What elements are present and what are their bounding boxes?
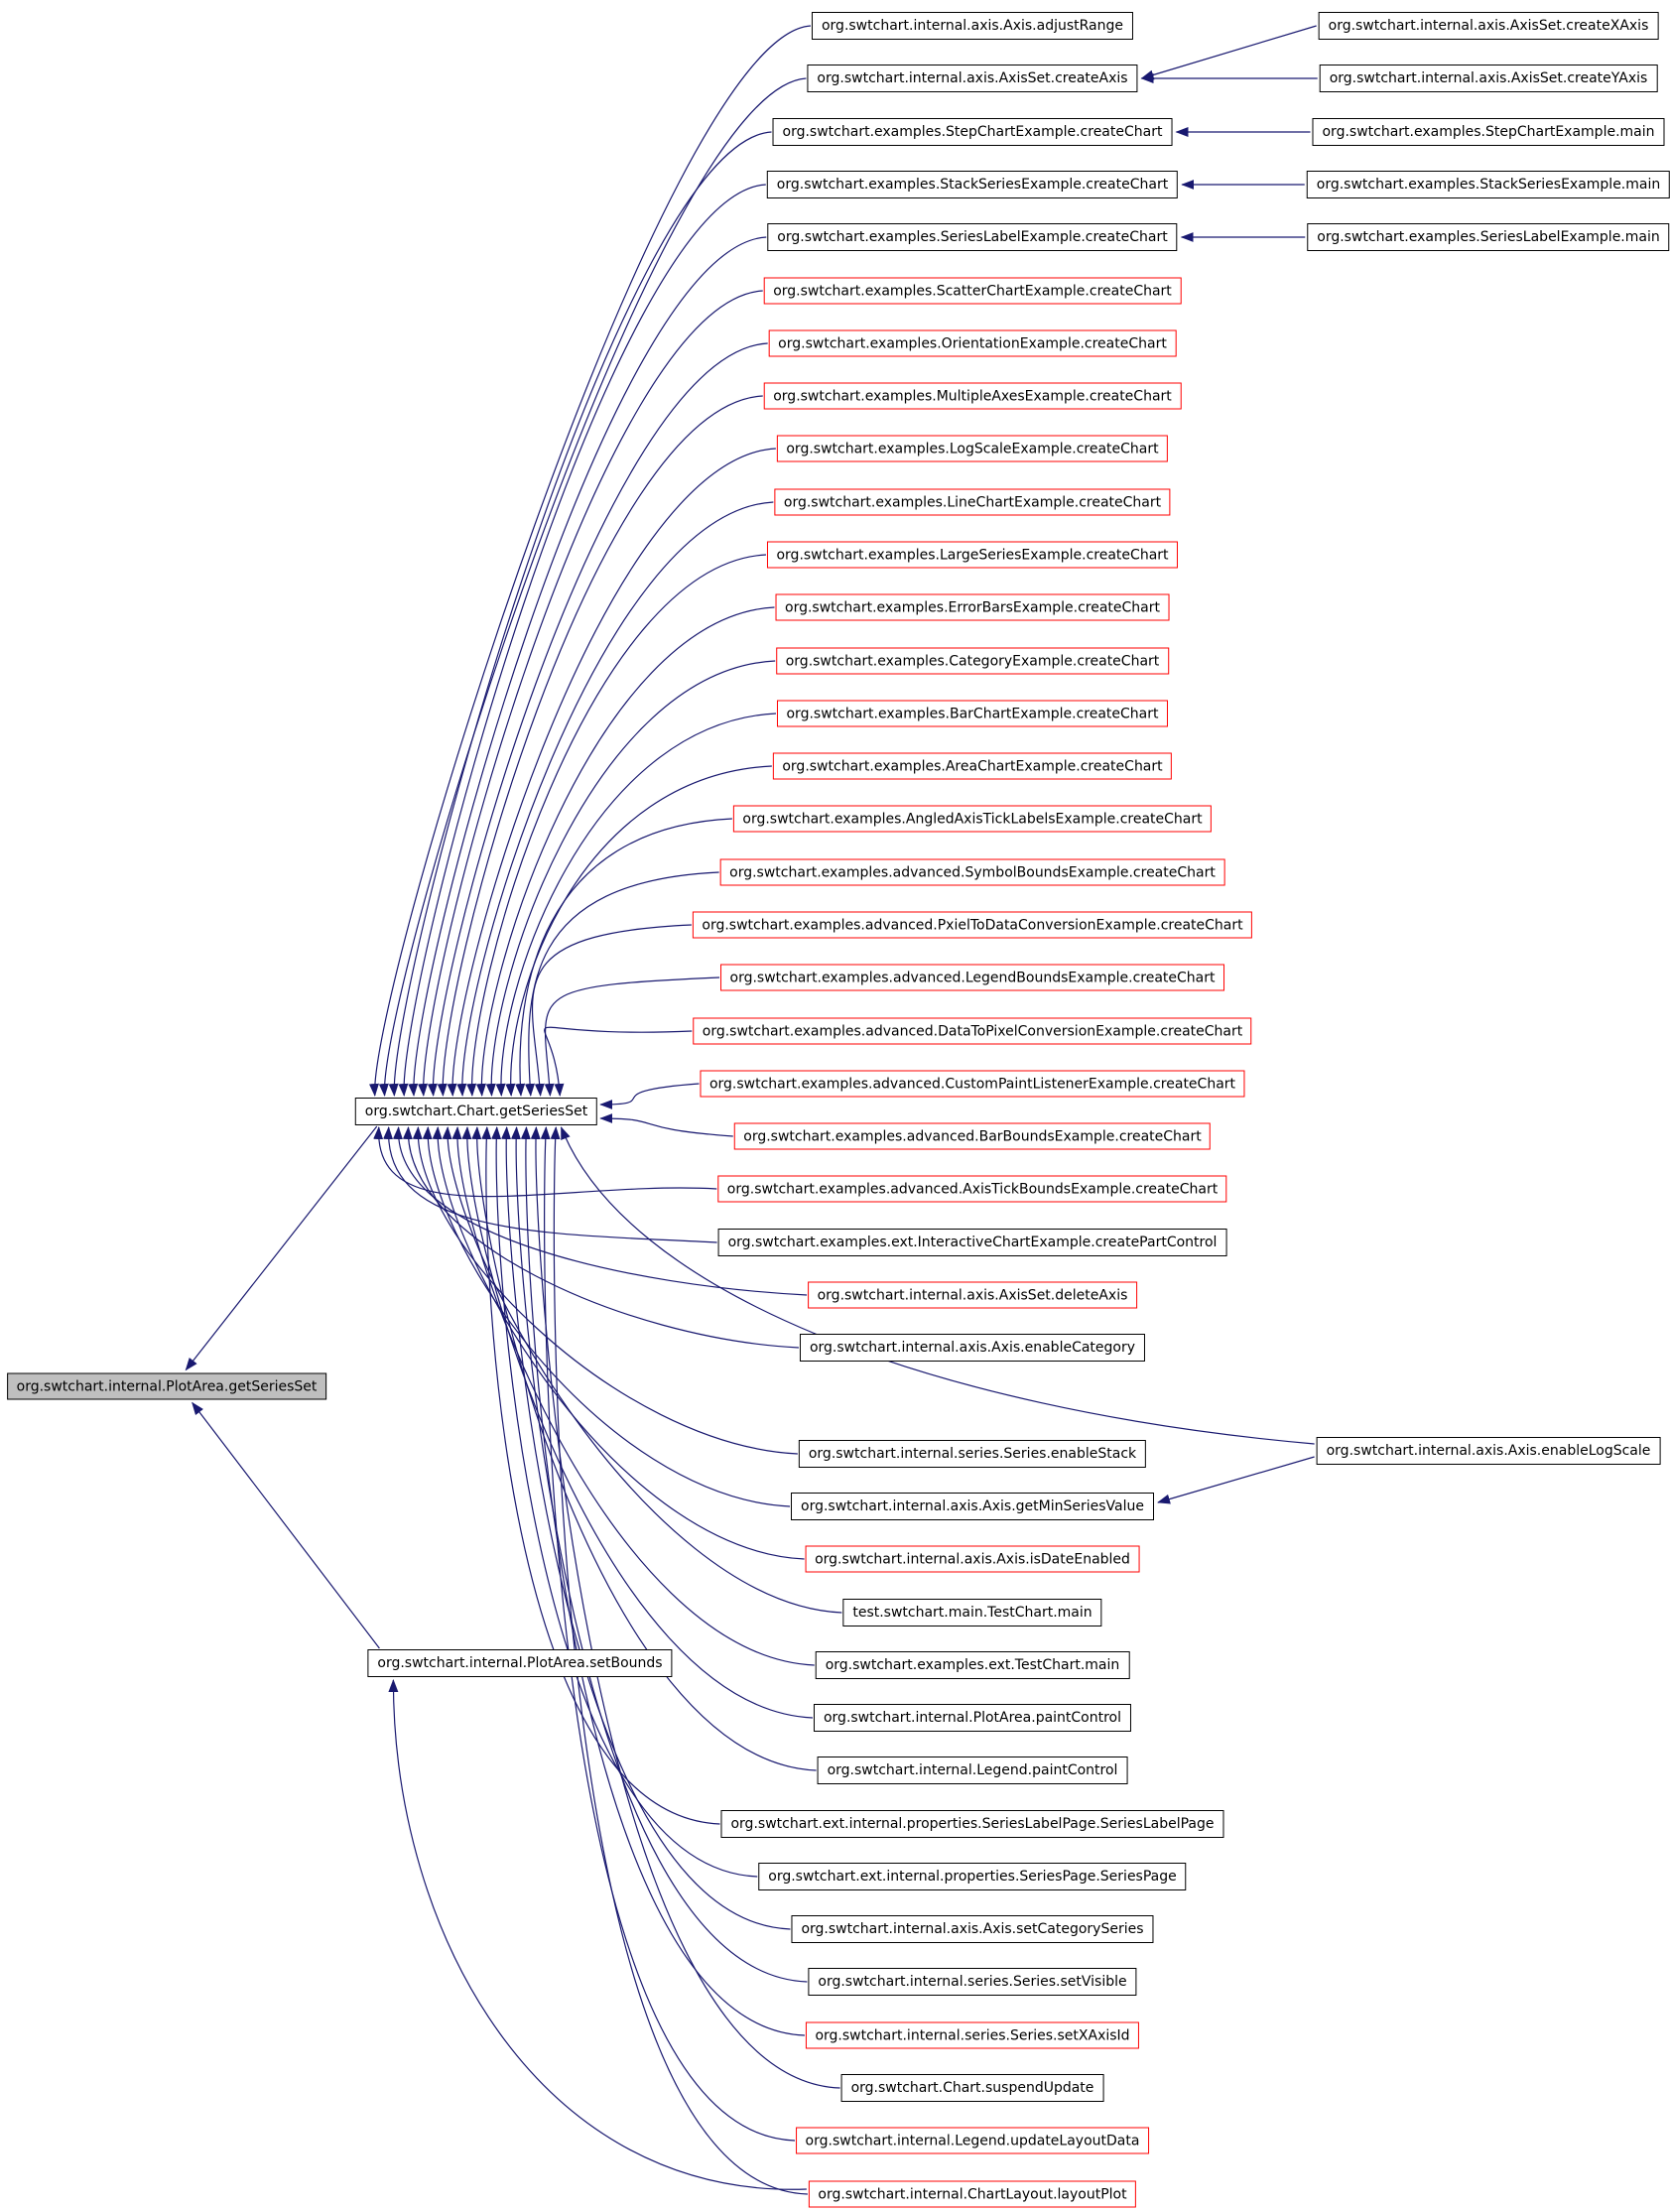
- call-edge: [457, 1127, 815, 1665]
- graph-node-setVisible[interactable]: org.swtchart.internal.series.Series.setVisible: [808, 1968, 1136, 1996]
- graph-node-errorBarsCreate[interactable]: org.swtchart.examples.ErrorBarsExample.createChart: [776, 594, 1170, 621]
- graph-node-updateLayoutData[interactable]: org.swtchart.internal.Legend.updateLayoutData: [796, 2128, 1149, 2154]
- graph-node-setCategorySeries[interactable]: org.swtchart.internal.axis.Axis.setCategorySeries: [791, 1915, 1153, 1943]
- graph-node-legendPaintControl[interactable]: org.swtchart.internal.Legend.paintControl: [818, 1757, 1128, 1784]
- graph-node-getMinSeriesValue[interactable]: org.swtchart.internal.axis.Axis.getMinSeriesValue: [791, 1493, 1154, 1520]
- graph-node-testMain[interactable]: test.swtchart.main.TestChart.main: [842, 1599, 1101, 1626]
- graph-node-isDateEnabled[interactable]: org.swtchart.internal.axis.Axis.isDateEnabled: [806, 1546, 1140, 1573]
- graph-node-angledCreate[interactable]: org.swtchart.examples.AngledAxisTickLabelsExample.createChart: [733, 806, 1212, 833]
- graph-node-categoryCreate[interactable]: org.swtchart.examples.CategoryExample.createChart: [776, 648, 1169, 675]
- graph-node-seriesPage[interactable]: org.swtchart.ext.internal.properties.SeriesPage.SeriesPage: [758, 1863, 1186, 1890]
- graph-node-enableLogScale[interactable]: org.swtchart.internal.axis.Axis.enableLogScale: [1317, 1437, 1661, 1465]
- graph-node-logScaleCreate[interactable]: org.swtchart.examples.LogScaleExample.createChart: [777, 436, 1168, 462]
- graph-node-stackCreate[interactable]: org.swtchart.examples.StackSeriesExample.createChart: [767, 171, 1178, 198]
- call-edge: [398, 1127, 807, 1295]
- graph-node-symbolBoundsCreate[interactable]: org.swtchart.examples.advanced.SymbolBoundsExample.createChart: [720, 859, 1225, 886]
- graph-node-axisTickBoundsCreate[interactable]: org.swtchart.examples.advanced.AxisTickBoundsExample.createChart: [717, 1176, 1226, 1203]
- graph-node-setXAxisId[interactable]: org.swtchart.internal.series.Series.setXAxisId: [806, 2022, 1139, 2049]
- graph-node-plotSetBounds[interactable]: org.swtchart.internal.PlotArea.setBounds: [367, 1649, 672, 1677]
- graph-node-chartGetSeriesSet[interactable]: org.swtchart.Chart.getSeriesSet: [355, 1098, 597, 1125]
- graph-node-createXAxis[interactable]: org.swtchart.internal.axis.AxisSet.createXAxis: [1319, 12, 1659, 40]
- graph-node-dataToPixelCreate[interactable]: org.swtchart.examples.advanced.DataToPixelConversionExample.createChart: [693, 1018, 1251, 1045]
- graph-node-deleteAxis[interactable]: org.swtchart.internal.axis.AxisSet.deleteAxis: [808, 1282, 1137, 1309]
- call-edge: [193, 1403, 380, 1649]
- graph-node-orientationCreate[interactable]: org.swtchart.examples.OrientationExample.createChart: [769, 330, 1177, 357]
- graph-node-plotPaintControl[interactable]: org.swtchart.internal.PlotArea.paintControl: [814, 1704, 1131, 1732]
- graph-node-multipleAxesCreate[interactable]: org.swtchart.examples.MultipleAxesExample.createChart: [764, 383, 1182, 410]
- call-edge: [600, 1118, 733, 1136]
- call-edge: [472, 555, 766, 1096]
- graph-node-suspendUpdate[interactable]: org.swtchart.Chart.suspendUpdate: [841, 2074, 1104, 2102]
- graph-node-pxielCreate[interactable]: org.swtchart.examples.advanced.PxielToDataConversionExample.createChart: [693, 912, 1252, 939]
- graph-node-interactiveCreatePart[interactable]: org.swtchart.examples.ext.InteractiveChartExample.createPartControl: [718, 1229, 1227, 1256]
- call-edge: [186, 1126, 376, 1370]
- graph-node-customPaintCreate[interactable]: org.swtchart.examples.advanced.CustomPaintListenerExample.createChart: [700, 1071, 1244, 1098]
- call-edge: [529, 872, 719, 1096]
- graph-node-largeSeriesCreate[interactable]: org.swtchart.examples.LargeSeriesExample.createChart: [767, 542, 1178, 569]
- graph-node-lineCreate[interactable]: org.swtchart.examples.LineChartExample.createChart: [774, 489, 1170, 516]
- graph-node-enableStack[interactable]: org.swtchart.internal.series.Series.enableStack: [799, 1440, 1146, 1468]
- call-edge: [1158, 1457, 1315, 1502]
- graph-node-createYAxis[interactable]: org.swtchart.internal.axis.AxisSet.createYAxis: [1320, 65, 1658, 92]
- graph-node-seriesLabelCreate[interactable]: org.swtchart.examples.SeriesLabelExample.createChart: [767, 223, 1177, 251]
- graph-node-stackMain[interactable]: org.swtchart.examples.StackSeriesExample.main: [1307, 171, 1670, 198]
- call-edge: [394, 132, 771, 1096]
- call-edge: [424, 291, 763, 1096]
- graph-node-seriesLabelMain[interactable]: org.swtchart.examples.SeriesLabelExample.main: [1307, 223, 1669, 251]
- call-edge: [384, 78, 806, 1096]
- graph-node-legendBoundsCreate[interactable]: org.swtchart.examples.advanced.LegendBoundsExample.createChart: [720, 965, 1224, 991]
- graph-node-createAxis[interactable]: org.swtchart.internal.axis.AxisSet.createAxis: [807, 65, 1137, 92]
- call-edge: [600, 1084, 699, 1105]
- call-edge: [393, 1680, 806, 2189]
- graph-node-plotGetSeriesSet: org.swtchart.internal.PlotArea.getSeriesSet: [7, 1373, 326, 1400]
- graph-node-layoutPlot[interactable]: org.swtchart.internal.ChartLayout.layoutPlot: [809, 2181, 1136, 2208]
- call-edge: [486, 1127, 720, 1824]
- call-edge: [404, 185, 766, 1096]
- graph-node-stepMain[interactable]: org.swtchart.examples.StepChartExample.main: [1312, 118, 1664, 146]
- graph-node-seriesLabelPage[interactable]: org.swtchart.ext.internal.properties.SeriesLabelPage.SeriesLabelPage: [720, 1810, 1223, 1838]
- graph-node-scatterCreate[interactable]: org.swtchart.examples.ScatterChartExample.createChart: [764, 278, 1182, 305]
- call-edge: [545, 1127, 795, 2141]
- graph-node-barBoundsCreate[interactable]: org.swtchart.examples.advanced.BarBoundsExample.createChart: [734, 1123, 1211, 1150]
- graph-node-enableCategory[interactable]: org.swtchart.internal.axis.Axis.enableCategory: [800, 1334, 1145, 1362]
- call-edge: [545, 1027, 693, 1096]
- call-edge: [433, 343, 767, 1096]
- call-edge: [1142, 26, 1317, 78]
- graph-node-barCreate[interactable]: org.swtchart.examples.BarChartExample.createChart: [777, 701, 1168, 727]
- graph-node-stepCreate[interactable]: org.swtchart.examples.StepChartExample.createChart: [773, 118, 1173, 146]
- graph-node-areaCreate[interactable]: org.swtchart.examples.AreaChartExample.createChart: [773, 753, 1172, 780]
- call-edge: [414, 237, 766, 1096]
- graph-node-extTestMain[interactable]: org.swtchart.examples.ext.TestChart.main: [816, 1651, 1130, 1679]
- graph-node-adjustRange[interactable]: org.swtchart.internal.axis.Axis.adjustRange: [812, 12, 1133, 40]
- call-edge: [379, 1127, 717, 1197]
